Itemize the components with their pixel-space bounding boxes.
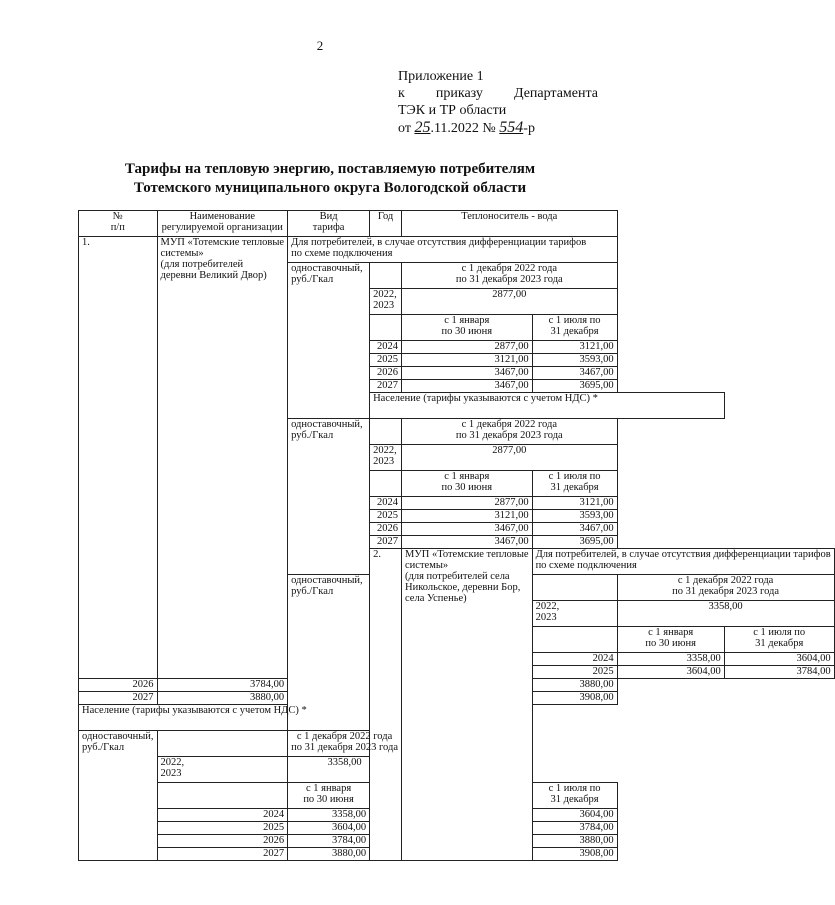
tariff-value-h2: 3604,00 [724, 653, 834, 666]
table-row [79, 237, 835, 263]
date-prefix: от [398, 121, 411, 136]
period-label: с 1 декабря 2022 года по 31 декабря 2023 года [617, 575, 834, 601]
tariff-value-h2: 3467,00 [532, 523, 617, 536]
header-year: Год [370, 211, 402, 237]
tariff-value-h2: 3880,00 [532, 835, 617, 848]
tariff-value-h1: 3880,00 [157, 692, 288, 705]
year-cell: 2027 [370, 380, 402, 393]
date-rest: .11.2022 № [430, 121, 496, 136]
value-2022-2023: 3358,00 [617, 601, 834, 627]
year-2022-2023: 2022, 2023 [370, 289, 402, 315]
org-name: МУП «Тотемские тепловые системы» (для потребителей деревни Великий Двор) [157, 237, 288, 679]
tariff-value-h2: 3604,00 [532, 809, 617, 822]
table-row [79, 211, 835, 237]
tariff-type: одноставочный, руб./Гкал [288, 419, 370, 575]
year-2022-2023: 2022, 2023 [532, 601, 617, 627]
period-label: с 1 декабря 2022 года по 31 декабря 2023 года [402, 419, 618, 445]
title-line-2: Тотемского муниципального округа Вологодской области [133, 180, 527, 196]
title-line-1: Тарифы на тепловую энергию, поставляемую потребителям [124, 161, 536, 177]
handwritten-order-number: 554 [499, 119, 524, 136]
half-year-1-label: с 1 января по 30 июня [402, 315, 533, 341]
half-year-1-label: с 1 января по 30 июня [288, 783, 370, 809]
org-name: МУП «Тотемские тепловые системы» (для потребителей села Никольское, деревни Бор, села Успенье) [402, 549, 533, 861]
empty-year [370, 419, 402, 445]
org-number: 2. [370, 549, 402, 861]
year-cell: 2024 [370, 341, 402, 354]
year-cell: 2027 [370, 536, 402, 549]
year-cell: 2025 [370, 510, 402, 523]
header-carrier: Теплоноситель - вода [402, 211, 618, 237]
tariff-type: одноставочный, руб./Гкал [288, 263, 370, 419]
value-2022-2023: 3358,00 [288, 757, 402, 783]
document-title [0, 160, 660, 198]
tariff-value-h2: 3121,00 [532, 497, 617, 510]
year-cell: 2025 [370, 354, 402, 367]
value-2022-2023: 2877,00 [402, 445, 618, 471]
tariff-value-h1: 3467,00 [402, 367, 533, 380]
empty-year [532, 575, 617, 601]
group-header: Для потребителей, в случае отсутствия дифференциации тарифов по схеме подключения [532, 549, 834, 575]
half-year-1-label: с 1 января по 30 июня [402, 471, 533, 497]
tariff-value-h2: 3121,00 [532, 341, 617, 354]
header-org: Наименование регулируемой организации [157, 211, 288, 237]
year-cell: 2026 [370, 367, 402, 380]
tariff-value-h2: 3784,00 [532, 822, 617, 835]
year-cell: 2025 [532, 666, 617, 679]
tariff-value-h1: 2877,00 [402, 341, 533, 354]
tariff-table [78, 210, 835, 861]
half-year-2-label: с 1 июля по 31 декабря [532, 783, 617, 809]
period-label: с 1 декабря 2022 года по 31 декабря 2023 года [288, 731, 402, 757]
half-year-1-label: с 1 января по 30 июня [617, 627, 724, 653]
page-number: 2 [316, 38, 324, 53]
tariff-value-h2: 3593,00 [532, 510, 617, 523]
year-cell: 2026 [370, 523, 402, 536]
tariff-type: одноставочный, руб./Гкал [288, 575, 370, 731]
empty-year [370, 315, 402, 341]
tariff-value-h1: 3604,00 [617, 666, 724, 679]
tariff-value-h1: 3467,00 [402, 380, 533, 393]
tariff-value-h1: 3880,00 [288, 848, 370, 861]
appendix-word-k: к [398, 86, 405, 101]
year-cell: 2026 [157, 835, 288, 848]
tariff-type: одноставочный, руб./Гкал [79, 731, 158, 861]
year-2022-2023: 2022, 2023 [370, 445, 402, 471]
empty-year [370, 263, 402, 289]
appendix-date-line [398, 119, 598, 137]
year-cell: 2026 [79, 679, 158, 692]
tariff-value-h2: 3908,00 [532, 848, 617, 861]
empty-year [532, 627, 617, 653]
value-2022-2023: 2877,00 [402, 289, 618, 315]
tariff-value-h2: 3695,00 [532, 536, 617, 549]
group-header: Население (тарифы указываются с учетом НДС) * [79, 705, 402, 731]
order-suffix: -р [523, 121, 535, 136]
empty-year [157, 783, 288, 809]
tariff-value-h1: 3784,00 [157, 679, 288, 692]
tariff-value-h2: 3880,00 [532, 679, 617, 692]
tariff-value-h2: 3593,00 [532, 354, 617, 367]
half-year-2-label: с 1 июля по 31 декабря [532, 315, 617, 341]
tariff-value-h2: 3908,00 [532, 692, 617, 705]
year-cell: 2027 [157, 848, 288, 861]
header-tariff-type: Вид тарифа [288, 211, 370, 237]
org-number: 1. [79, 237, 158, 679]
tariff-value-h1: 3604,00 [288, 822, 370, 835]
tariff-value-h1: 3121,00 [402, 354, 533, 367]
appendix-line2 [398, 85, 598, 102]
half-year-2-label: с 1 июля по 31 декабря [532, 471, 617, 497]
tariff-value-h1: 3358,00 [288, 809, 370, 822]
group-header: Для потребителей, в случае отсутствия дифференциации тарифов по схеме подключения [288, 237, 617, 263]
appendix-title: Приложение 1 [398, 69, 484, 84]
tariff-value-h1: 3358,00 [617, 653, 724, 666]
tariff-value-h1: 3121,00 [402, 510, 533, 523]
tariff-value-h1: 3467,00 [402, 523, 533, 536]
tariff-value-h2: 3784,00 [724, 666, 834, 679]
header-num: № п/п [79, 211, 158, 237]
year-cell: 2024 [370, 497, 402, 510]
half-year-2-label: с 1 июля по 31 декабря [724, 627, 834, 653]
period-label: с 1 декабря 2022 года по 31 декабря 2023 года [402, 263, 618, 289]
tariff-value-h1: 3784,00 [288, 835, 370, 848]
handwritten-day: 25 [414, 119, 431, 136]
tariff-value-h1: 3467,00 [402, 536, 533, 549]
tariff-value-h1: 2877,00 [402, 497, 533, 510]
year-2022-2023: 2022, 2023 [157, 757, 288, 783]
appendix-department: ТЭК и ТР области [398, 103, 507, 118]
tariff-value-h2: 3695,00 [532, 380, 617, 393]
group-header: Население (тарифы указываются с учетом НДС) * [370, 393, 725, 419]
year-cell: 2025 [157, 822, 288, 835]
appendix-word-department: Департамента [513, 86, 598, 101]
empty-year [157, 731, 288, 757]
empty-year [370, 471, 402, 497]
year-cell: 2024 [157, 809, 288, 822]
appendix-header [398, 68, 598, 137]
appendix-word-prikazu: приказу [435, 86, 483, 101]
year-cell: 2024 [532, 653, 617, 666]
tariff-table-body [79, 211, 835, 861]
year-cell: 2027 [79, 692, 158, 705]
tariff-value-h2: 3467,00 [532, 367, 617, 380]
